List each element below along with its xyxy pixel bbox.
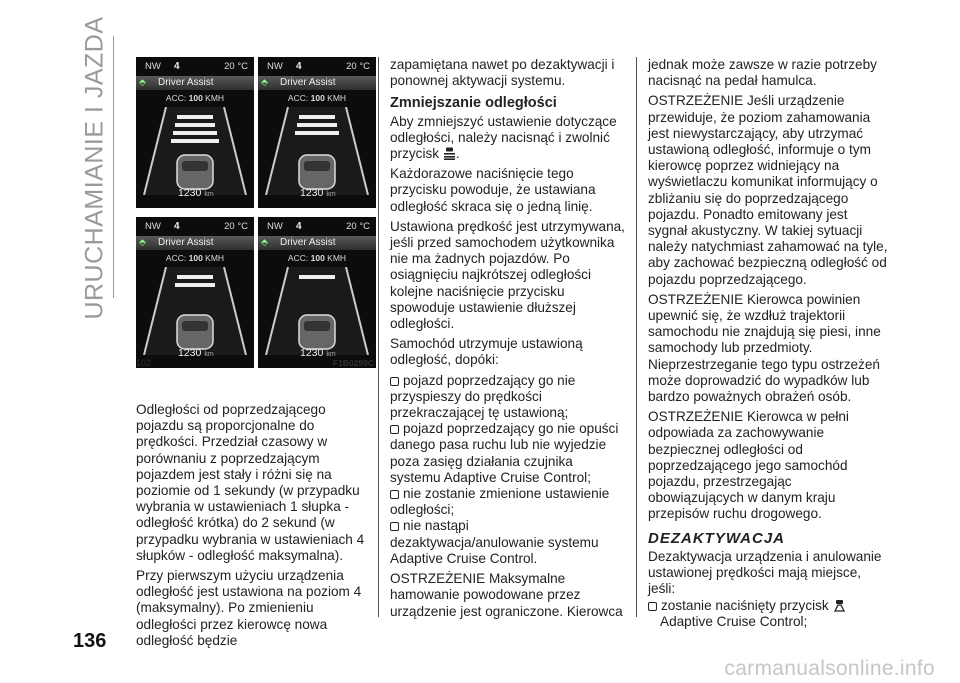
driver-assist-label: Driver Assist [158,77,214,88]
odometer: 1230 [300,347,324,359]
distance-button-icon [443,147,456,160]
assist-icon: ⬘ [261,77,268,87]
temperature: 20 °C [346,221,370,232]
checkbox-bullet-icon [390,425,399,434]
display-panel [136,217,254,368]
paragraph: OSTRZEŻENIE Kierowca powinien upewnić się, że wzdłuż trajektorii samochodu nie znajdują się piesi, inne samochody lub przedmioty. Nieprzestrzeganie tego typu ostrzeżeń może doprowadzić do wypadków lub bardzo poważnych obrażeń osób. [648,291,881,405]
car-window [304,161,330,171]
section-heading: DEZAKTYWACJA [648,529,786,547]
gear-indicator: 4 [296,221,302,232]
road-graphic [136,267,254,355]
assist-icon: ⬘ [261,237,268,247]
paragraph: jednak może zawsze w razie potrzeby nacisnąć na pedał hamulca. [648,57,877,89]
speed-unit: KMH [327,93,347,103]
paragraph: OSTRZEŻENIE Maksymalne hamowanie powodowane przez urządzenie jest ograniczone. Kierowca [390,571,623,619]
acc-label: ACC: [165,253,187,263]
list-item: pojazd poprzedzający go nie przyspieszy do prędkości przekraczającej tę ustawioną; [390,372,576,421]
acc-speed: 100 [188,93,203,103]
checkbox-bullet-icon [390,522,399,531]
chapter-title-vertical [80,15,110,320]
text-column-2 [390,57,626,624]
text-column-3 [648,57,888,630]
chapter-rule [113,36,114,298]
odometer-unit: km [326,351,336,358]
distance-bar [171,139,219,143]
car-window [182,321,208,331]
distance-bar [297,123,337,127]
acc-speed: 100 [310,253,325,263]
display-panel [136,57,254,208]
speed-unit: KMH [205,253,225,263]
driver-assist-label: Driver Assist [158,237,214,248]
figure-code: F1B0299C [332,358,374,368]
column-separator [378,57,379,617]
distance-bar [177,275,213,279]
acc-speed: 100 [310,93,325,103]
paragraph: Odległości od poprzedzającego pojazdu są proporcjonalne do prędkości. Przedział czasowy w porównaniu z poprzedzającym pojazdem jest stały i różni się na poziomie od 1 sekundy (w przypadku wybrania w ustawieniach 1 słupka - odległość krótka) do 2 sekund (w przypadku wybrania w ustawieniach 4 słupków - odległość maksymalna). [136,402,365,563]
distance-bar [173,131,217,135]
driver-assist-label: Driver Assist [280,237,336,248]
paragraph: zapamiętana nawet po dezaktywacji i ponownej aktywacji systemu. [390,57,615,89]
paragraph: Dezaktywacja urządzenia i anulowanie ustawionej prędkości mają miejsce, jeśli: [648,548,882,597]
distance-bar [299,115,335,119]
checkbox-bullet-icon [390,377,399,386]
distance-bar [299,275,335,279]
page-number: 136 [73,630,107,652]
car-icon [177,155,213,189]
paragraph: OSTRZEŻENIE Kierowca w pełni odpowiada za zachowywanie bezpiecznej odległości od poprzedzającego jego samochód pojazdu, przestrzegając obowiązujących w danym kraju przepisów ruchu drogowego. [648,409,849,522]
gear-indicator: 4 [296,61,302,72]
acc-button-icon [833,599,846,612]
odometer-unit: km [204,351,214,358]
car-icon [299,315,335,349]
paragraph: Aby zmniejszyć ustawienie dotyczące odległości, należy nacisnąć i zwolnić przycisk . [390,113,617,162]
gear-indicator: 4 [174,221,180,232]
temperature: 20 °C [224,61,248,72]
list-item: nie zostanie zmienione ustawienie odległości; [390,486,610,518]
acc-label: ACC: [287,93,309,103]
paragraph: Przy pierwszym użyciu urządzenia odległość jest ustawiona na poziom 4 (maksymalny). Po zmienieniu odległości przez kierowcę nowa odległość będzie [136,568,362,648]
paragraph: Samochód utrzymuje ustawioną odległość, dopóki: [390,336,583,368]
checkbox-bullet-icon [648,602,657,611]
assist-icon: ⬘ [139,237,146,247]
display-panel [258,217,376,368]
compass-direction: NW [145,61,161,72]
car-window [182,161,208,171]
list-item: zostanie naciśnięty przycisk Adaptive Cruise Control; [648,598,888,630]
display-panel [258,57,376,208]
text-column-1 [136,402,372,653]
paragraph: Ustawiona prędkość jest utrzymywana, jeśli przed samochodem użytkownika nie ma żadnych pojazdów. Po osiągnięciu najkrótszej odległości kolejne naciśnięcie przycisku spowoduje ustawienie dłuższej odległości. [390,218,625,332]
section-subheading: Zmniejszanie odległości [390,95,557,112]
gear-indicator: 4 [174,61,180,72]
odometer: 1230 [178,187,202,199]
compass-direction: NW [267,61,283,72]
assist-icon: ⬘ [139,77,146,87]
speed-unit: KMH [205,93,225,103]
odometer: 1230 [300,187,324,199]
road-graphic [136,107,254,195]
checkbox-bullet-icon [390,490,399,499]
acc-label: ACC: [287,253,309,263]
distance-bar [175,123,215,127]
car-window [304,321,330,331]
chapter-title: URUCHAMIANIE I JAZDA [80,15,109,320]
list-item: pojazd poprzedzający go nie opuści danego pasa ruchu lub nie wyjedzie poza zasięg działania czujnika systemu Adaptive Cruise Control; [390,421,619,485]
paragraph: Każdorazowe naciśnięcie tego przycisku powoduje, że ustawiana odległość skraca się o jedną linię. [390,166,596,214]
odometer: 1230 [178,347,202,359]
column-separator [636,57,637,617]
distance-bar [175,283,215,287]
odometer-unit: km [204,191,214,198]
speed-unit: KMH [327,253,347,263]
driver-assist-label: Driver Assist [280,77,336,88]
watermark: carmanualsonline.info [724,657,935,680]
list-item: nie nastąpi dezaktywacja/anulowanie systemu Adaptive Cruise Control. [390,518,599,566]
acc-speed: 100 [188,253,203,263]
figure-102 [136,57,378,371]
distance-bar [177,115,213,119]
paragraph: OSTRZEŻENIE Jeśli urządzenie przewiduje, że poziom zahamowania jest niewystarczający, aby utrzymać ustawioną odległość, informuje o tym kierowcę poprzez widniejący na wyświetlaczu komunikat informujący o zbliżaniu się do poprzedzającego pojazdu. Ponadto emitowany jest sygnał akustyczny. W takiej sytuacji należy natychmiast zahamować na tyle, aby zachować bezpieczną odległość od pojazdu poprzedzającego. [648,93,888,287]
distance-bar [295,131,339,135]
car-icon [177,315,213,349]
road-graphic [258,107,376,195]
temperature: 20 °C [224,221,248,232]
acc-label: ACC: [165,93,187,103]
car-icon [299,155,335,189]
road-graphic [258,267,376,355]
odometer-unit: km [326,191,336,198]
figure-number: 102 [136,358,152,368]
temperature: 20 °C [346,61,370,72]
compass-direction: NW [267,221,283,232]
compass-direction: NW [145,221,161,232]
